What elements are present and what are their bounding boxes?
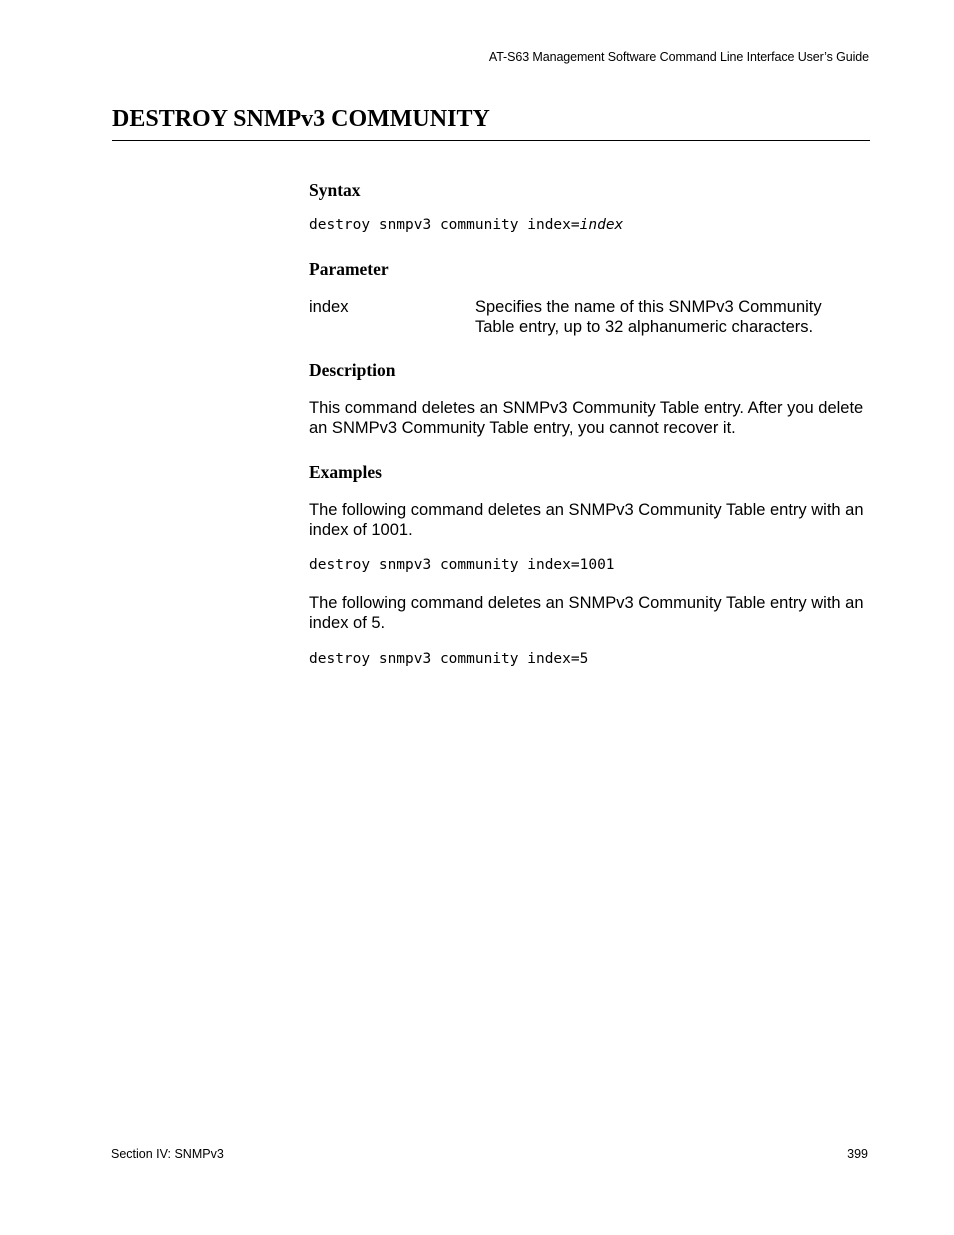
- example-2-command: destroy snmpv3 community index=5: [309, 651, 589, 667]
- footer-section: Section IV: SNMPv3: [111, 1147, 224, 1161]
- description-text: This command deletes an SNMPv3 Community Table entry. After you delete an SNMPv3 Community Table entry, you cannot recover it.: [309, 399, 864, 437]
- running-header: AT-S63 Management Software Command Line Interface User’s Guide: [488, 50, 869, 64]
- parameter-heading: Parameter: [309, 259, 389, 279]
- example-1-command: destroy snmpv3 community index=1001: [309, 557, 615, 573]
- syntax-argument: index: [579, 217, 624, 233]
- parameter-name: index: [309, 298, 349, 316]
- page-title: DESTROY SNMPv3 COMMUNITY: [112, 106, 490, 132]
- parameter-description: Specifies the name of this SNMPv3 Community Table entry, up to 32 alphanumeric characters.: [475, 298, 822, 336]
- syntax-command-text: destroy snmpv3 community index=: [309, 217, 580, 233]
- footer-page-number: 399: [847, 1147, 868, 1161]
- description-heading: Description: [309, 360, 396, 380]
- example-2-text: The following command deletes an SNMPv3 Community Table entry with an index of 5.: [309, 594, 864, 632]
- syntax-command: [309, 217, 623, 233]
- title-rule: [112, 140, 870, 141]
- examples-heading: Examples: [309, 462, 382, 482]
- syntax-heading: Syntax: [309, 180, 361, 200]
- example-1-text: The following command deletes an SNMPv3 Community Table entry with an index of 1001.: [309, 501, 864, 539]
